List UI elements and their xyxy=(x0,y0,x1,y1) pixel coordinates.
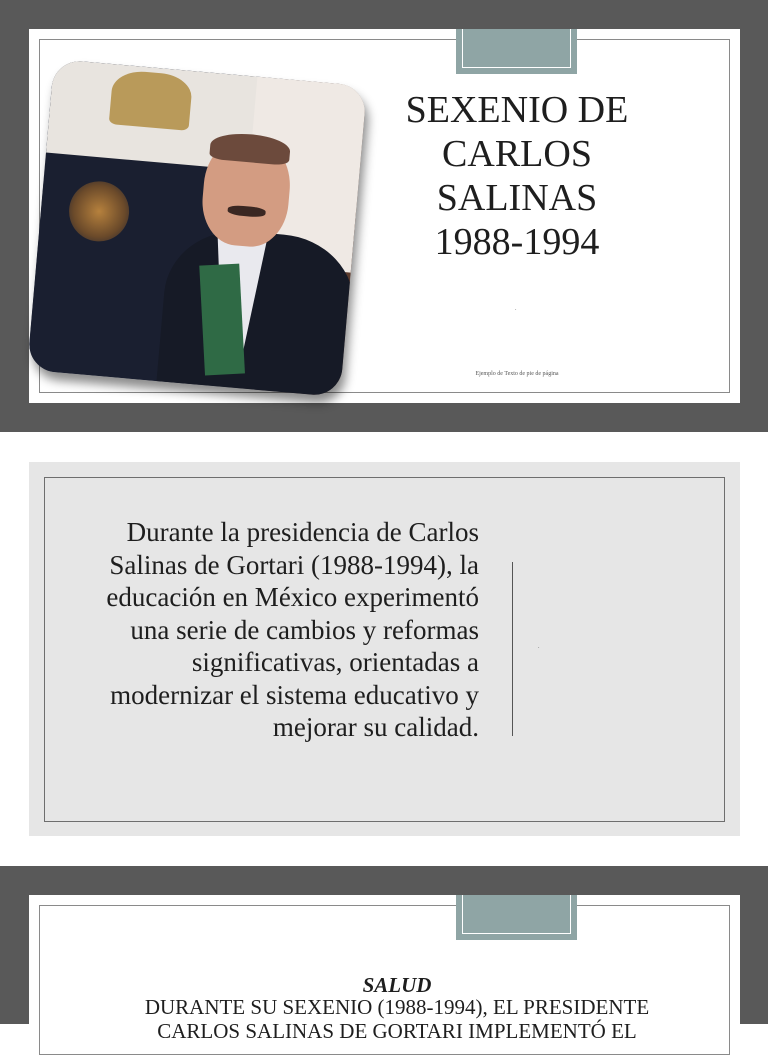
slide-1-footer: Ejemplo de Texto de pie de página xyxy=(475,371,559,377)
slide-3-text-line: DURANTE SU SEXENIO (1988-1994), EL PRESIDENTE xyxy=(144,995,650,1019)
slide-1-dot: . xyxy=(515,306,517,312)
slide-3-accent-tab xyxy=(456,895,577,940)
slide-2-body-text: Durante la presidencia de Carlos Salinas de Gortari (1988-1994), la educación en México experimentó una serie de cambios y reformas significativas, orientadas a modernizar el sistema educativo y mejorar su calidad. xyxy=(106,517,479,742)
title-line: SEXENIO DE xyxy=(405,89,629,131)
slide-3-text-line: CARLOS SALINAS DE GORTARI IMPLEMENTÓ EL xyxy=(157,1019,637,1043)
title-line: SALINAS xyxy=(436,177,598,219)
slide-3-heading: SALUD xyxy=(362,973,432,997)
president-portrait-photo xyxy=(27,59,367,397)
title-line: 1988-1994 xyxy=(434,221,600,263)
title-line: CARLOS xyxy=(442,133,592,175)
slide-2-dot: . xyxy=(538,644,540,650)
slide-1-accent-tab xyxy=(456,29,577,74)
slide-1-title xyxy=(372,88,662,264)
slide-2-divider xyxy=(512,562,513,736)
